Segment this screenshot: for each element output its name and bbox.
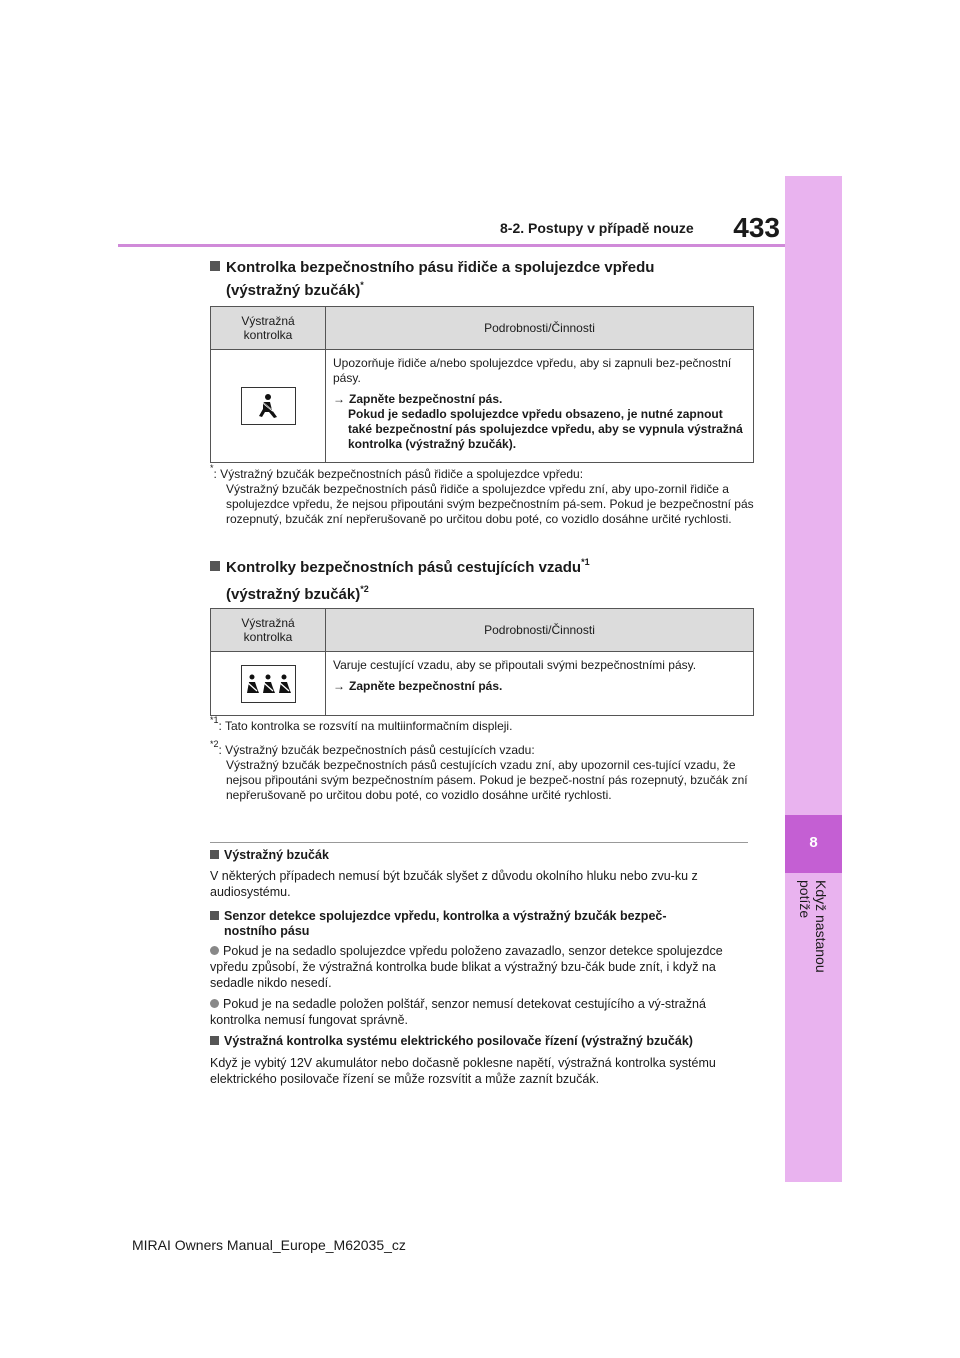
table-header-details: Podrobnosti/Činnosti: [326, 307, 754, 350]
rear-seatbelt-reminder-icon: [241, 665, 296, 703]
table-header-warning-light: Výstražná kontrolka: [211, 609, 326, 652]
footnote-text: : Tato kontrolka se rozsvítí na multiinformačním displeji.: [218, 719, 513, 733]
info-paragraph-eps: Když je vybitý 12V akumulátor nebo dočasně poklesne napětí, výstražná kontrolka systému elektrického posilovače řízení se může rozsvítit a může zaznít bzučák.: [210, 1056, 716, 1086]
section1-title-footnote-mark: *: [360, 280, 364, 290]
chapter-number: 8: [809, 834, 818, 851]
heading-square-bullet: [210, 261, 220, 271]
header-rule: [118, 244, 785, 247]
action-instruction: → Zapněte bezpečnostní pás. Pokud je sedadlo spolujezdce vpředu obsazeno, je nutné zapnout také bezpečnostní pás spolujezdce vpředu, aby se vypnula výstražná kontrolka (výstražný bzučák).: [333, 392, 746, 452]
document-footer: MIRAI Owners Manual_Europe_M62035_cz: [132, 1237, 406, 1253]
table-header-details: Podrobnosti/Činnosti: [326, 609, 754, 652]
table-icon-cell: [211, 350, 326, 463]
heading-square-bullet: [210, 911, 219, 920]
footnote-mark: *2: [210, 739, 219, 749]
table-header-warning-light: Výstražná kontrolka: [211, 307, 326, 350]
arrow-right-icon: →: [333, 679, 345, 693]
section1-title-line2: (výstražný bzučák): [226, 282, 361, 299]
footnote-body: Výstražný bzučák bezpečnostních pásů řidiče a spolujezdce vpředu zní, aby upo-zornil řidiče a spolujezdce vpředu, že nejsou připoutáni svým bezpečnostním pá-sem. Pokud je bezpečnostní pás rozepnutý, bzučák zní nepřerušovaně po určitou dobu poté, co vozidlo dosáhne určité rychlosti.: [226, 482, 754, 526]
warning-description: Upozorňuje řidiče a/nebo spolujezdce vpředu, aby si zapnuli bez-pečnostní pásy.: [333, 356, 732, 385]
heading-square-bullet: [210, 1036, 219, 1045]
footnote-rear-2: [210, 739, 755, 803]
bullet-dot: [210, 946, 219, 955]
info-paragraph-buzzer: V některých případech nemusí být bzučák slyšet z důvodu okolního hluku nebo zvu-ku z audiosystému.: [210, 869, 698, 899]
footnote-mark: *: [210, 463, 214, 473]
info-heading-eps: Výstražná kontrolka systému elektrického posilovače řízení (výstražný bzučák): [210, 1034, 758, 1049]
chapter-title: Když nastanou potíže: [797, 880, 829, 973]
section2-title-footnote-mark1: *1: [581, 557, 590, 567]
info-heading-buzzer: Výstražný bzučák: [210, 848, 755, 863]
arrow-right-icon: →: [333, 392, 345, 406]
action-instruction-detail: Pokud je sedadlo spolujezdce vpředu obsazeno, je nutné zapnout také bezpečnostní pás spolujezdce vpředu, aby se vypnula výstražná kontrolka (výstražný bzučák).: [348, 407, 743, 451]
info-heading-sensor: Senzor detekce spolujezdce vpředu, kontrolka a výstražný bzučák bezpeč- nostního pásu: [210, 909, 755, 939]
section1-title-line1: Kontrolka bezpečnostního pásu řidiče a spolujezdce vpředu: [226, 259, 655, 276]
section2-title-line1: Kontrolky bezpečnostních pásů cestujících vzadu: [226, 559, 582, 576]
table-icon-cell: [211, 652, 326, 716]
section1-heading: [210, 256, 770, 302]
heading-square-bullet: [210, 850, 219, 859]
heading-square-bullet: [210, 561, 220, 571]
footnote-lead: : Výstražný bzučák bezpečnostních pásů řidiče a spolujezdce vpředu:: [213, 467, 584, 481]
warning-table-rear: [210, 608, 754, 716]
seatbelt-reminder-icon: [241, 387, 296, 425]
chapter-side-tab: [785, 176, 842, 1182]
table-details-cell: [326, 652, 754, 716]
section-divider: [210, 842, 748, 843]
footnote-lead: : Výstražný bzučák bezpečnostních pásů cestujících vzadu:: [218, 743, 535, 757]
footnote-front: [210, 463, 755, 527]
section-title: 8-2. Postupy v případě nouze: [500, 220, 694, 236]
info-bullet-luggage: Pokud je na sedadlo spolujezdce vpředu položeno zavazadlo, senzor detekce spolujezdce vpředu způsobí, že výstražná kontrolka bude blikat a výstražný bzu-čák bude znít, i když na sedadle nikdo nesedí.: [210, 944, 723, 990]
footnote-body: Výstražný bzučák bezpečnostních pásů cestujících vzadu zní, aby upozornil ces-tující vzadu, že nejsou připoutáni svým bezpečnostním pásem. Pokud je bezpeč-nostní pás rozepnutý, bzučák zní nepřerušovaně po určitou dobu poté, co vozidlo dosáhne určité rychlosti.: [226, 758, 748, 802]
section2-title-line2: (výstražný bzučák): [226, 586, 361, 603]
table-details-cell: [326, 350, 754, 463]
footnote-mark: *1: [210, 715, 219, 725]
section2-heading: [210, 556, 770, 606]
warning-table-front: [210, 306, 754, 463]
page-number: 433: [733, 212, 780, 243]
section2-title-footnote-mark2: *2: [360, 584, 369, 594]
action-instruction: → Zapněte bezpečnostní pás.: [333, 679, 503, 693]
footnote-rear-1: [210, 715, 755, 734]
warning-description: Varuje cestující vzadu, aby se připoutali svými bezpečnostními pásy.: [333, 658, 697, 672]
info-bullet-cushion: Pokud je na sedadle položen polštář, senzor nemusí detekovat cestujícího a vý-stražná kontrolka nemusí fungovat správně.: [210, 997, 706, 1027]
bullet-dot: [210, 999, 219, 1008]
